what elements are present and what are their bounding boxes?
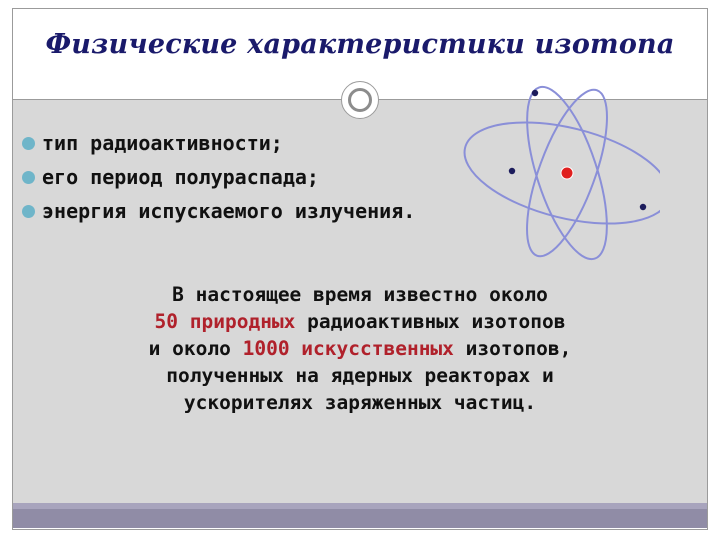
ring-ornament-inner — [348, 88, 372, 112]
paragraph-line: ускорителях заряженных частиц. — [183, 391, 537, 414]
atom-electron — [509, 168, 515, 174]
paragraph-line: В настоящее время известно около — [172, 283, 548, 306]
highlight-natural-count: 50 природных — [154, 310, 296, 333]
paragraph — [13, 281, 707, 416]
list-item — [22, 160, 415, 194]
paragraph-text: радиоактивных изотопов — [295, 310, 566, 333]
bullet-text: его период полураспада; — [42, 165, 319, 189]
bullet-list — [22, 126, 415, 228]
atom-electron — [640, 204, 646, 210]
ring-ornament-icon — [341, 81, 379, 119]
paragraph-text: изотопов, — [453, 337, 572, 360]
atom-nucleus — [561, 167, 573, 179]
list-item — [22, 126, 415, 160]
bullet-text: тип радиоактивности; — [42, 131, 283, 155]
highlight-artificial-count: 1000 искусственных — [242, 337, 454, 360]
bullet-text: энергия испускаемого излучения. — [42, 199, 416, 223]
paragraph-line: полученных на ядерных реакторах и — [166, 364, 554, 387]
paragraph-text: и около — [148, 337, 243, 360]
bullet-dot-icon — [22, 171, 35, 184]
atom-icon — [450, 80, 660, 270]
atom-orbit-horizontal — [454, 104, 660, 242]
paragraph-line — [13, 308, 707, 335]
footer-strip — [13, 503, 707, 509]
bullet-dot-icon — [22, 205, 35, 218]
bullet-dot-icon — [22, 137, 35, 150]
list-item — [22, 194, 415, 228]
atom-electron — [532, 90, 538, 96]
paragraph-line — [13, 335, 707, 362]
slide-title: Физические характеристики изотопа — [45, 29, 675, 60]
